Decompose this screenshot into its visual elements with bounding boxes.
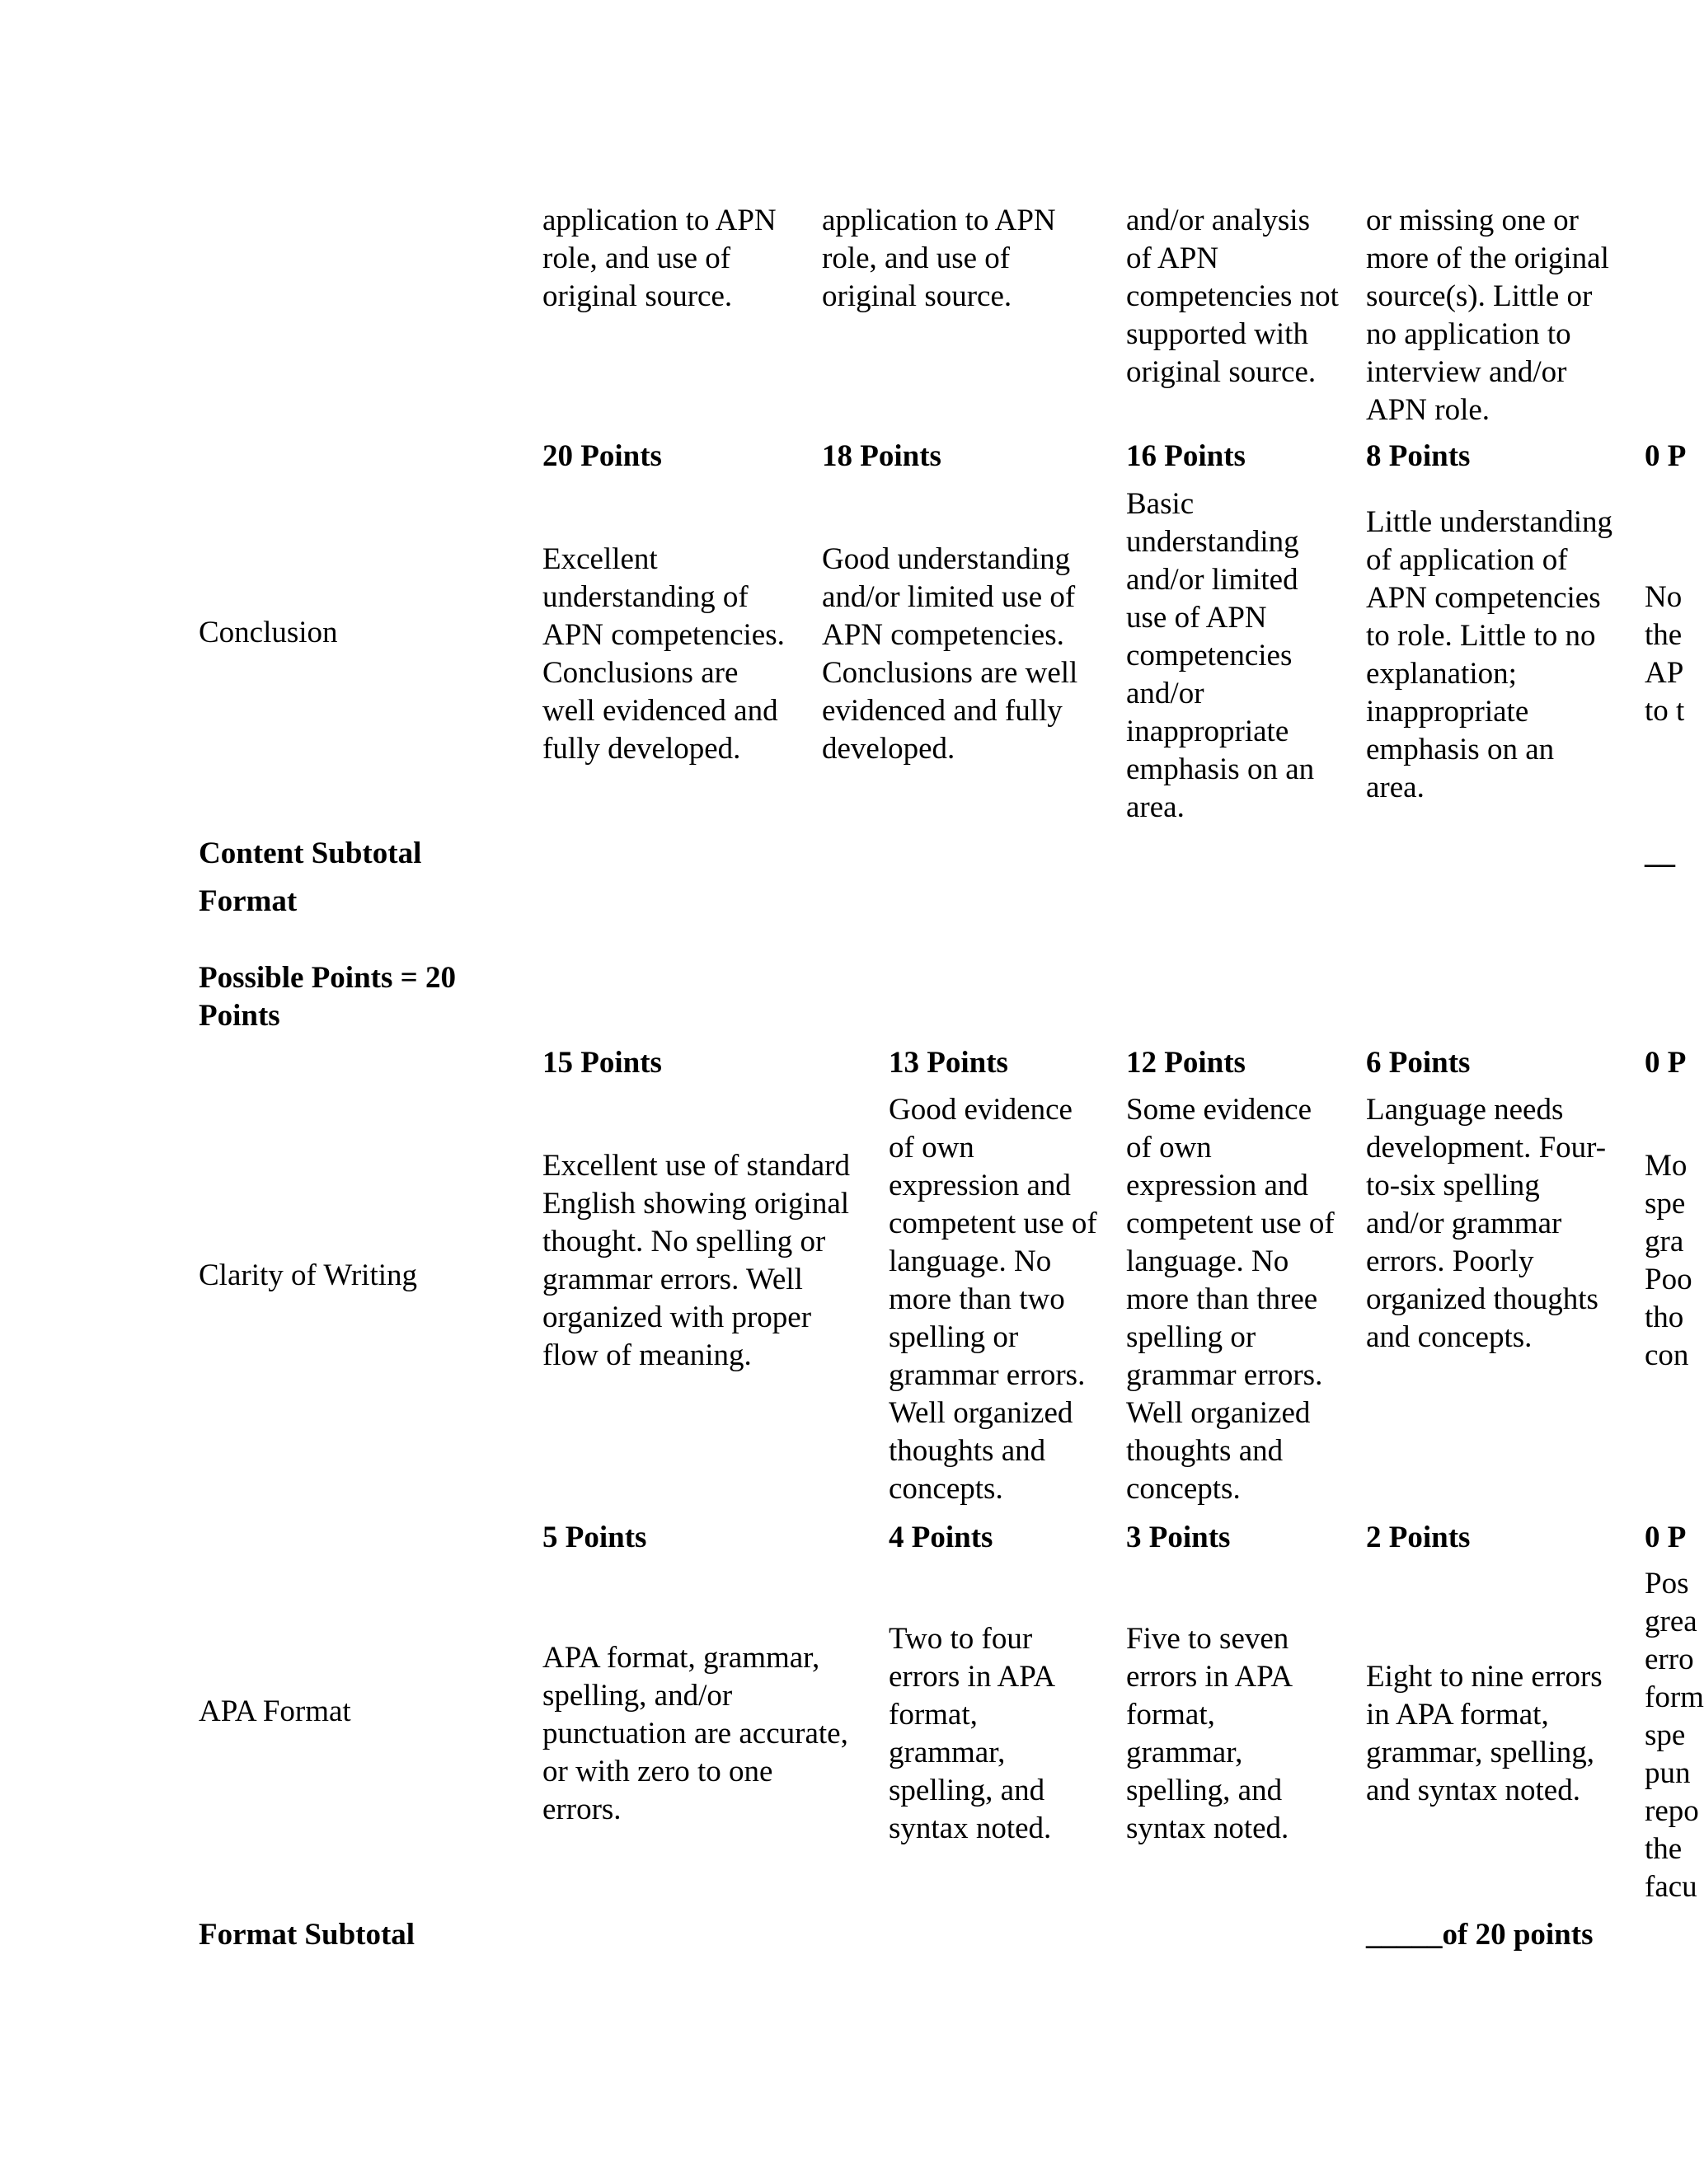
- clarity-label: Clarity of Writing: [199, 1258, 418, 1292]
- apa-desc-4: Eight to nine errors in APA format, grammar, spelling, and syntax noted.: [1366, 1660, 1603, 1807]
- apa-desc-2: Two to four errors in APA format, grammar, spelling, and syntax noted.: [889, 1622, 1056, 1845]
- conclusion-desc-1: Excellent understanding of APN competencies. Conclusions are well evidenced and fully developed.: [542, 542, 785, 766]
- conclusion-points-3: 16 Points: [1126, 439, 1246, 473]
- clarity-desc-1: Excellent use of standard English showing original thought. No spelling or grammar errors. Well organized with proper flow of meaning.: [542, 1149, 850, 1372]
- apa-points-1: 5 Points: [542, 1521, 647, 1554]
- conclusion-points-2: 18 Points: [822, 439, 941, 473]
- continued-cell-col4: or missing one or more of the original source(s). Little or no application to interview and/or APN role.: [1366, 204, 1609, 427]
- format-subtotal-label: Format Subtotal: [199, 1918, 415, 1952]
- apa-desc-5: Pos grea erro form spe pun repo the facu: [1645, 1567, 1704, 1904]
- format-heading: Format: [199, 884, 298, 918]
- apa-points-2: 4 Points: [889, 1521, 993, 1554]
- apa-label: APA Format: [199, 1694, 351, 1728]
- conclusion-desc-3: Basic understanding and/or limited use of APN competencies and/or inappropriate emphasis on an area.: [1126, 487, 1315, 824]
- continued-cell-col2: application to APN role, and use of original source.: [822, 204, 1056, 313]
- apa-points-3: 3 Points: [1126, 1521, 1231, 1554]
- content-subtotal-label: Content Subtotal: [199, 837, 422, 870]
- clarity-desc-2: Good evidence of own expression and competent use of language. No more than two spelling or grammar errors. Well organized thoughts and concepts.: [889, 1093, 1097, 1506]
- conclusion-points-1: 20 Points: [542, 439, 662, 473]
- clarity-desc-4: Language needs development. Four- to-six spelling and/or grammar errors. Poorly organized thoughts and concepts.: [1366, 1093, 1607, 1354]
- conclusion-label: Conclusion: [199, 616, 338, 649]
- apa-points-5: 0 P: [1645, 1521, 1687, 1554]
- clarity-desc-5: Mo spe gra Poo tho con: [1645, 1149, 1692, 1372]
- continued-cell-col1: application to APN role, and use of original source.: [542, 204, 777, 313]
- format-subtotal-value: _____of 20 points: [1366, 1918, 1594, 1952]
- conclusion-points-4: 8 Points: [1366, 439, 1471, 473]
- conclusion-desc-2: Good understanding and/or limited use of APN competencies. Conclusions are well evidenced and fully developed.: [822, 542, 1078, 766]
- conclusion-points-5: 0 P: [1645, 439, 1687, 473]
- apa-desc-1: APA format, grammar, spelling, and/or punctuation are accurate, or with zero to one errors.: [542, 1641, 848, 1826]
- conclusion-desc-5: No the AP to t: [1645, 580, 1685, 728]
- clarity-points-3: 12 Points: [1126, 1046, 1246, 1080]
- possible-points: Possible Points = 20 Points: [199, 961, 456, 1033]
- conclusion-desc-4: Little understanding of application of APN competencies to role. Little to no explanation; inappropriate emphasis on an area.: [1366, 505, 1613, 804]
- apa-desc-3: Five to seven errors in APA format, grammar, spelling, and syntax noted.: [1126, 1622, 1293, 1845]
- content-subtotal-blank: __: [1645, 837, 1675, 870]
- continued-cell-col3: and/or analysis of APN competencies not supported with original source.: [1126, 204, 1339, 389]
- clarity-points-5: 0 P: [1645, 1046, 1687, 1080]
- apa-points-4: 2 Points: [1366, 1521, 1471, 1554]
- clarity-desc-3: Some evidence of own expression and competent use of language. No more than three spelling or grammar errors. Well organized thoughts and concepts.: [1126, 1093, 1335, 1506]
- clarity-points-2: 13 Points: [889, 1046, 1008, 1080]
- clarity-points-1: 15 Points: [542, 1046, 662, 1080]
- clarity-points-4: 6 Points: [1366, 1046, 1471, 1080]
